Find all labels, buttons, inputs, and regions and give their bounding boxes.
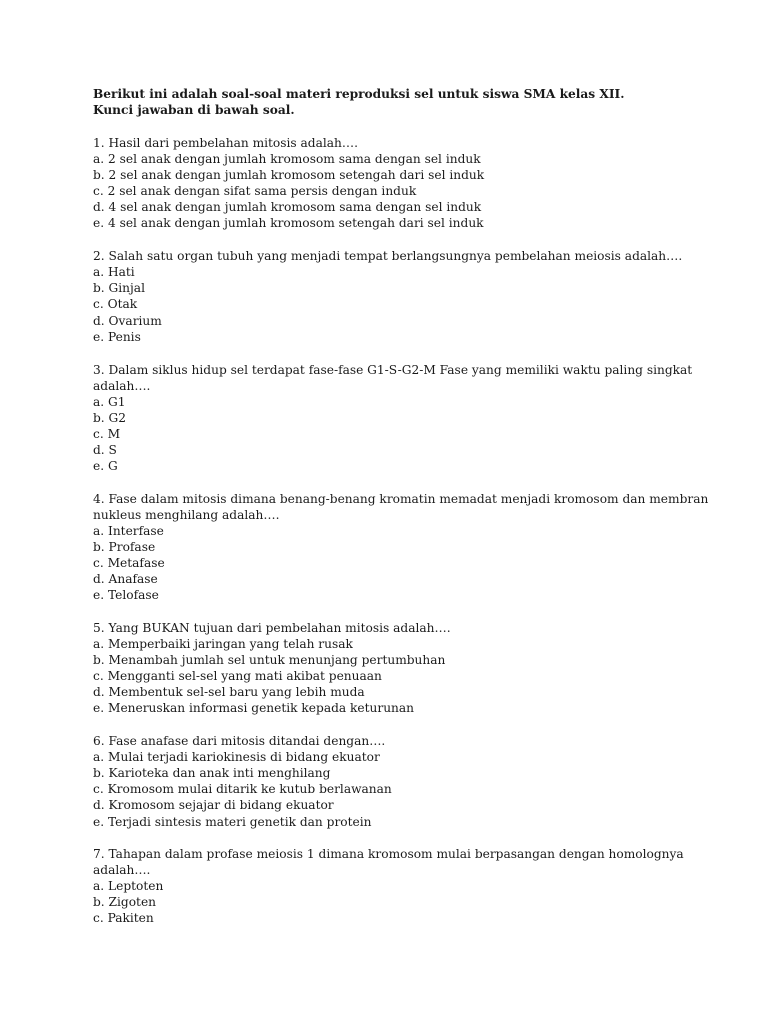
question-5-stem: 5. Yang BUKAN tujuan dari pembelahan mitosis adalah…. bbox=[93, 621, 451, 635]
question-3-option-b: b. G2 bbox=[93, 411, 127, 425]
question-4-stem: 4. Fase dalam mitosis dimana benang-benang kromatin memadat menjadi kromosom dan membran bbox=[93, 492, 709, 506]
question-2-stem: 2. Salah satu organ tubuh yang menjadi tempat berlangsungnya pembelahan meiosis adalah…. bbox=[93, 249, 683, 263]
question-7-option-c: c. Pakiten bbox=[93, 911, 154, 925]
question-2-option-b: b. Ginjal bbox=[93, 281, 145, 295]
question-5-option-a: a. Memperbaiki jaringan yang telah rusak bbox=[93, 637, 353, 651]
header-line: Kunci jawaban di bawah soal. bbox=[93, 103, 295, 117]
question-2-option-e: e. Penis bbox=[93, 330, 141, 344]
question-7-stem-continued: adalah…. bbox=[93, 863, 151, 877]
question-4-option-d: d. Anafase bbox=[93, 572, 158, 586]
question-4-stem-continued: nukleus menghilang adalah…. bbox=[93, 508, 280, 522]
question-1-option-b: b. 2 sel anak dengan jumlah kromosom setengah dari sel induk bbox=[93, 168, 485, 182]
question-6-option-a: a. Mulai terjadi kariokinesis di bidang ekuator bbox=[93, 750, 380, 764]
question-6-stem: 6. Fase anafase dari mitosis ditandai dengan…. bbox=[93, 734, 386, 748]
question-7-stem: 7. Tahapan dalam profase meiosis 1 dimana kromosom mulai berpasangan dengan homolognya bbox=[93, 847, 684, 861]
question-3-option-a: a. G1 bbox=[93, 395, 126, 409]
question-5-option-e: e. Meneruskan informasi genetik kepada keturunan bbox=[93, 701, 415, 715]
question-1-option-e: e. 4 sel anak dengan jumlah kromosom setengah dari sel induk bbox=[93, 216, 484, 230]
question-6-option-b: b. Karioteka dan anak inti menghilang bbox=[93, 766, 331, 780]
question-2-option-c: c. Otak bbox=[93, 297, 138, 311]
question-4-option-e: e. Telofase bbox=[93, 588, 159, 602]
question-1-stem: 1. Hasil dari pembelahan mitosis adalah…. bbox=[93, 136, 358, 150]
question-5-option-c: c. Mengganti sel-sel yang mati akibat penuaan bbox=[93, 669, 382, 683]
question-6-option-c: c. Kromosom mulai ditarik ke kutub berlawanan bbox=[93, 782, 392, 796]
question-1-option-d: d. 4 sel anak dengan jumlah kromosom sama dengan sel induk bbox=[93, 200, 482, 214]
question-3-stem-continued: adalah…. bbox=[93, 379, 151, 393]
question-4-option-a: a. Interfase bbox=[93, 524, 164, 538]
question-3-option-c: c. M bbox=[93, 427, 121, 441]
question-2-option-d: d. Ovarium bbox=[93, 314, 162, 328]
question-6-option-d: d. Kromosom sejajar di bidang ekuator bbox=[93, 798, 334, 812]
question-7-option-b: b. Zigoten bbox=[93, 895, 157, 909]
question-1-option-c: c. 2 sel anak dengan sifat sama persis dengan induk bbox=[93, 184, 417, 198]
question-6-option-e: e. Terjadi sintesis materi genetik dan protein bbox=[93, 815, 372, 829]
question-3-option-e: e. G bbox=[93, 459, 118, 473]
question-1-option-a: a. 2 sel anak dengan jumlah kromosom sama dengan sel induk bbox=[93, 152, 481, 166]
question-4-option-c: c. Metafase bbox=[93, 556, 165, 570]
header-line: Berikut ini adalah soal-soal materi reproduksi sel untuk siswa SMA kelas XII. bbox=[93, 87, 625, 101]
question-3-stem: 3. Dalam siklus hidup sel terdapat fase-fase G1-S-G2-M Fase yang memiliki waktu paling singkat bbox=[93, 363, 693, 377]
question-2-option-a: a. Hati bbox=[93, 265, 135, 279]
question-5-option-b: b. Menambah jumlah sel untuk menunjang pertumbuhan bbox=[93, 653, 446, 667]
question-7-option-a: a. Leptoten bbox=[93, 879, 164, 893]
question-4-option-b: b. Profase bbox=[93, 540, 156, 554]
question-5-option-d: d. Membentuk sel-sel baru yang lebih muda bbox=[93, 685, 365, 699]
question-3-option-d: d. S bbox=[93, 443, 117, 457]
